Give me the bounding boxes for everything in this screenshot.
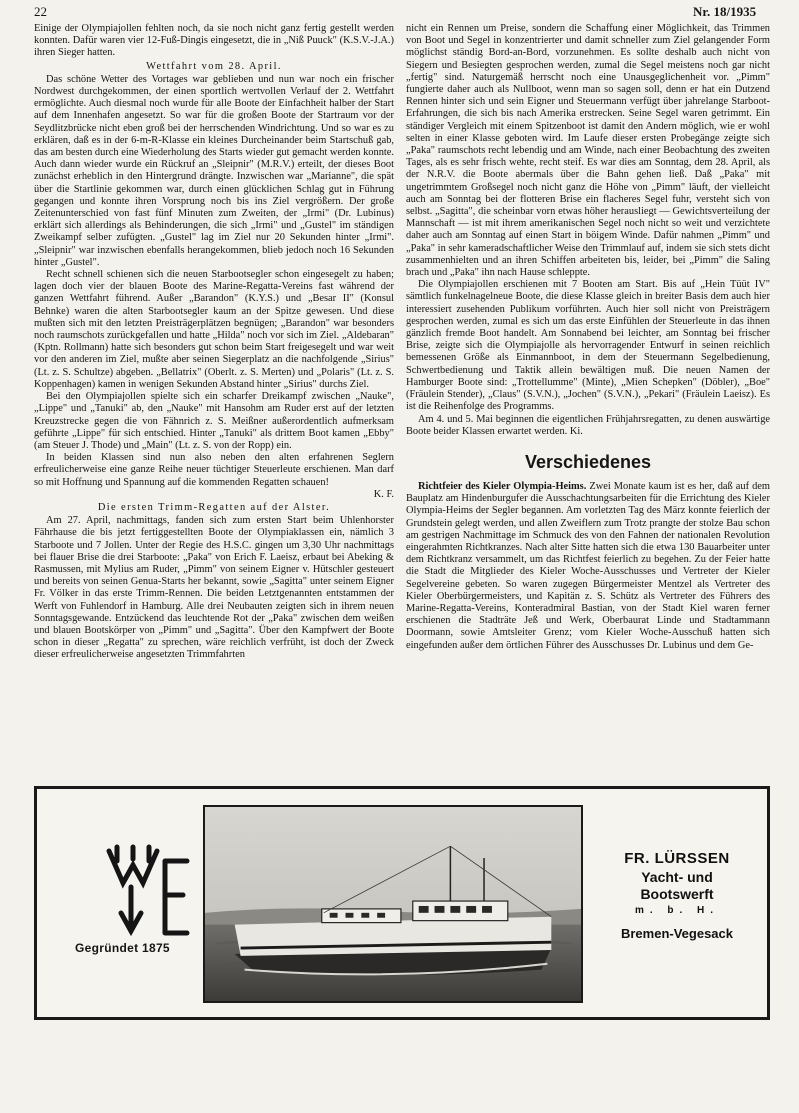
subheading-trimm-regatten: Die ersten Trimm-Regatten auf der Alster. bbox=[97, 501, 331, 513]
right-column bbox=[406, 23, 770, 652]
section-title: Verschiedenes bbox=[524, 451, 652, 472]
company-type-line1: Yacht- und bbox=[641, 869, 713, 885]
left-paragraph: Am 27. April, nachmittags, fanden sich zum ersten Start beim Uhlenhorster Fährhause die bis jetzt fertiggestellten Boote der Olympiaklassen ein, nämlich 3 Starboote und 7 Jollen. Unter der Regie des H.S.C. gingen um 3,30 Uhr nachmittags bei flauer Brise die drei Starboote: „Paka" von Erich F. Laeisz, erbaut bei Abeking & Rasmussen, mit Mylius am Ruder, „Pimm" von seinem Eigner v. Hütschler gesteuert und bereits von seinen Genua-Starts her bekannt, sowie „Sagitta" unter seinem Eigner Fr. Völker in das erste Trimm-Rennen. Die beiden Letztgenannten entstammen der Werft von Fuhlendorf in Hamburg. Alle drei Neubauten zeigten sich in ihrem neuen Sonntagsgewande. Entzückend das leuchtende Rot der „Paka" zwischen dem weißen und blauen Bootskörper von „Pimm" und „Sagitta". Über den Kampfwert der Boote schon in dieser „Regatta" zu sprechen, wäre reichlich verfrüht, ist doch der Zweck dieser erfreulicherweise angesetzten Trimmfahrten bbox=[34, 515, 394, 661]
right-paragraph bbox=[406, 414, 770, 438]
right-paragraph: Die Olympiajollen erschienen mit 7 Booten am Start. Bis auf „Hein Tüüt IV" sämtlich funkelnagelneue Boote, die diese Klasse gleich in breiter Basis dem auch hier interessiert zusehenden Publikum vorführten. Auch hier soll nicht von Preisträgern gesprochen werden, zumal es sich um das erste Einfühlen der Steuerleute in das ihnen gänzlich fremde Boot handelt. Am Sonnabend bei leichter, am Sonntag bei frischer Brise, zeigte sich die Olympiajolle als hervorragender Entwurf in seinen reichlich bemessenen Größe als Einmannboot, in dem der Steuermann Segelbedienung, Schwertbedienung und Taktik allein bewältigen muß. Die neuen Namen der Hamburger Boote sind: „Trottellumme" (Minte), „Mien Schepken" (Döbler), „Boe" (Fräulein Stender), „Claus" (S.V.N.), „Jochen" (S.V.N.), „Pekari" (Fräulein Laeisz). Es ist die Reihenfolge des Programms. bbox=[406, 279, 770, 413]
author-signature: Ki. bbox=[569, 425, 583, 437]
advertisement-box bbox=[34, 786, 770, 1020]
right-paragraph-text: Am 4. und 5. Mai beginnen die eigentlichen Frühjahrsregatten, zu denen auswärtige Boote beider Klassen erwartet werden. bbox=[406, 413, 770, 437]
company-name-block bbox=[597, 849, 757, 945]
subheading-race-april-28: Wettfahrt vom 28. April. bbox=[146, 60, 282, 72]
left-paragraph: Das schöne Wetter des Vortages war geblieben und nun war noch ein frischer Nordwest durchgekommen, der einen sportlich wertvollen Verlauf der 2. Wettfahrt ermöglichte. Auch diesmal noch wurde für alle Boote der Einfachheit halber der Start auf dem Innenhafen angesetzt. So war für die großen Boote der Startraum vor der Seydlitzbrücke nicht eben groß bei der herrschenden Windrichtung. Und so war es zu erklären, daß es in der 6-m-R-Klasse ein kleines Durcheinander beim Startschuß gab, das am besten durch eine Wiederholung des Starts wieder gut gemacht werden konnte. Auch dann wieder wurde ein Rückruf an „Sleipnir" (M.R.V.) erteilt, der dieses Boot zunächst erheblich in den Hintergrund drängte. Inzwischen war „Marianne", die spät über die Startlinie gekommen war, durch einen glücklichen Schlag gut in Führung gegangen und konnte ihren Vorsprung noch bis ins Ziel vergrößern. Der große Zeitenunterschied von fast fünf Minuten zum Zweiten, der „Irmi" (Dr. Lubinus) erklärt sich allerdings als Behinderungen, die sich „Irmi" und „Gustel" im ständigen Zweikampf selber zufügten. „Gustel" lag im Ziel nur 20 Sekunden hinter „Irmi". „Sleipnir" war inzwischen ebenfalls herangekommen, blieb jedoch noch 16 Sekunden hinter „Gustel". bbox=[34, 73, 394, 268]
page-number: 22 bbox=[34, 4, 47, 19]
left-column bbox=[34, 23, 394, 662]
author-signature: K. F. bbox=[373, 488, 394, 500]
right-paragraph: nicht ein Rennen um Preise, sondern die Schaffung einer Möglichkeit, das Trimmen von Boot und Segel in konzentrierter und damit schneller zum Ziel gelangender Form möglichst ständig Bord-an-Bord, vorzunehmen. Es sollte deshalb auch nicht von Siegern und Besiegten gesprochen werden, zumal die Segel meistens noch gar nicht „fertig" sind. Naturgemäß herrscht noch eine Unausgeglichenheit vor. „Pimm" fungierte daher auch als Nullboot, wenn man so sagen soll, denn er hat ein Dutzend Rennen hinter sich und sein Eigner und Steuermann verfügt über jahrelange Starboot-Erfahrungen, die sich bis nach Amerika erstrecken. Seine Segel waren getrimmt. Ein ständiger Vergleich mit einem Spitzenboot ist damit den Andern möglich, wie er wohl selten in einer Klasse geboten wird. Im Laufe dieser ersten Probegänge zeigte sich „Paka" raumschots recht lebendig und am Winde, nach einer Beobachtung des zweiten Tages, als es sehr frisch wehte, recht steif. Es war dies am Sonntag, dem 28. April, als der N.R.V. die Boote abermals über die Bahn gehen ließ. Daß „Paka" mit ungetrimmtem Großsegel noch nicht ganz die Höhe von „Pimm" läuft, der vielleicht auch am Sonntag bei der flotteren Brise ein flacheres Segel fuhr, versteht sich von selbst. „Sagitta", die scheinbar vorn etwas höher herausliegt — Gewichtsverteilung der Mannschaft — ist mit ihrem amerikanischen Segel noch nicht so weit und verzichtete daher auch am Sonntag auf einen Start in böigem Winde. Dafür nahmen „Pimm" und „Paka" in sehr kameradschaftlicher Weise den Trimmlauf auf, indem sie sich stets dicht zusammenhielten und an ihren Schiffen arbeiteten bis, leider, bei „Pimm" die Saling brach und „Paka" ihn nach Hause schleppte. bbox=[406, 23, 770, 279]
motor-yacht-photo bbox=[203, 805, 583, 1003]
left-paragraph: Einige der Olympiajollen fehlten noch, da sie noch nicht ganz fertig gestellt werden konnten. Dafür waren vier 12-Fuß-Dingis eingesetzt, die in „Niß Puuck" (K.S.V.-J.A.) ihren Sieger hatten. bbox=[34, 23, 394, 59]
right-paragraph bbox=[406, 481, 770, 652]
right-paragraph-text: Zwei Monate kaum ist es her, daß auf dem Bauplatz am Hindenburgufer die Ausschachtungsarbeiten für die Errichtung des Kieler Olympia-Heims der Segler begannen. Am vorletzten Tag des März konnte feierlich der Grundstein gelegt werden, und allen Zweiflern zum Trotz prangte der stolze Bau schon am gestrigen Nachmittage im Schmuck des von den Fahnen der nationalen Revolution eingerahmten Richtkranzes. Nach alter Sitte hatten sich die etwa 130 Bauarbeiter unter dem Richtkranz versammelt, um das Richtfest feierlich zu begehen. Zu der Feier hatte die Stadt die Mitglieder des Kieler Woche-Ausschusses und Vertreter der Kieler Segelvereine gebeten. So waren zugegen Bürgermeister Mentzel als Vertreter des Kieler Oberbürgermeisters, und Kapitän z. S. Schütz als Vertreter des Führers des Marine-Regatta-Vereins, Konteradmiral Bastian, von der Stadt Kiel waren ferner erschienen die Stadträte Jeß und Werk, Oberbaurat Linde und Stadtammann Doormann, sowie Amtsleiter Grenz; vom Kieler Woche-Ausschuß hatten sich eingefunden außer dem örtlichen Führer des Ausschusses Dr. Lubinus und dem Ge- bbox=[406, 480, 770, 651]
article-lead: Richtfeier des Kieler Olympia-Heims. bbox=[418, 480, 587, 492]
left-paragraph: In beiden Klassen sind nun also neben den alten erfahrenen Seglern erfreulicherweise eine ganze Reihe neuer tüchtiger Steuerleute erschienen. Man darf so mit Hoffnung und Spannung auf die kommenden Regatten schauen! bbox=[34, 452, 394, 488]
left-paragraph: Recht schnell schienen sich die neuen Starbootsegler schon eingesegelt zu haben; lagen doch vier der blauen Boote des Marine-Regatta-Vereins fast während der ganzen Wettfahrt führend. Außer „Barandon" (K.Y.S.) und „Besar II" (Konsul Behnke) waren die alten Starbootsegler kaum an der Spitze gewesen. Und diese mußten sich mit den letzten Preisträgerplätzen begnügen; „Barandon" war besonders noch raumschots zurückgefallen und hatte „Hilda" noch vor sich im Ziel. „Aldebaran" (Kptn. Rollmann) hatte sich besonders gut schon beim Start freigesegelt und war weit vor den anderen im Ziel, mußte aber seinen Siegerplatz an die nachfolgende „Sirius" (Lt. z. S. Schultze) abgeben. „Bellatrix" (Oberlt. z. S. Merten) und „Polaris" (Lt. z. S. Koppenhagen) kamen in wenigen Sekunden Abstand hinter „Sirius" durchs Ziel. bbox=[34, 269, 394, 390]
company-location: Bremen-Vegesack bbox=[620, 926, 733, 941]
company-legal-form: m. b. H. bbox=[634, 905, 720, 916]
issue-number: Nr. 18/1935 bbox=[693, 4, 757, 19]
founded-label: Gegründet 1875 bbox=[75, 941, 170, 955]
company-type-line2: Bootswerft bbox=[640, 886, 714, 902]
company-name: FR. LÜRSSEN bbox=[624, 850, 730, 867]
lurssen-logo-icon bbox=[103, 843, 191, 939]
left-paragraph: Bei den Olympiajollen spielte sich ein scharfer Dreikampf zwischen „Nauke", „Lippe" und „Tanuki" ab, den „Nauke" mit Hansohm am Ruder erst auf der letzten Kreuzstrecke gegen die von Fähnrich z. S. Meißner außerordentlich aufmerksam geführte „Lippe" für sich entschied. Hinter „Tanuki" als drittem Boot kamen „Ebby" (am Steuer J. Thode) und „Main" (Lt. z. S. von der Ropp) ein. bbox=[34, 391, 394, 451]
